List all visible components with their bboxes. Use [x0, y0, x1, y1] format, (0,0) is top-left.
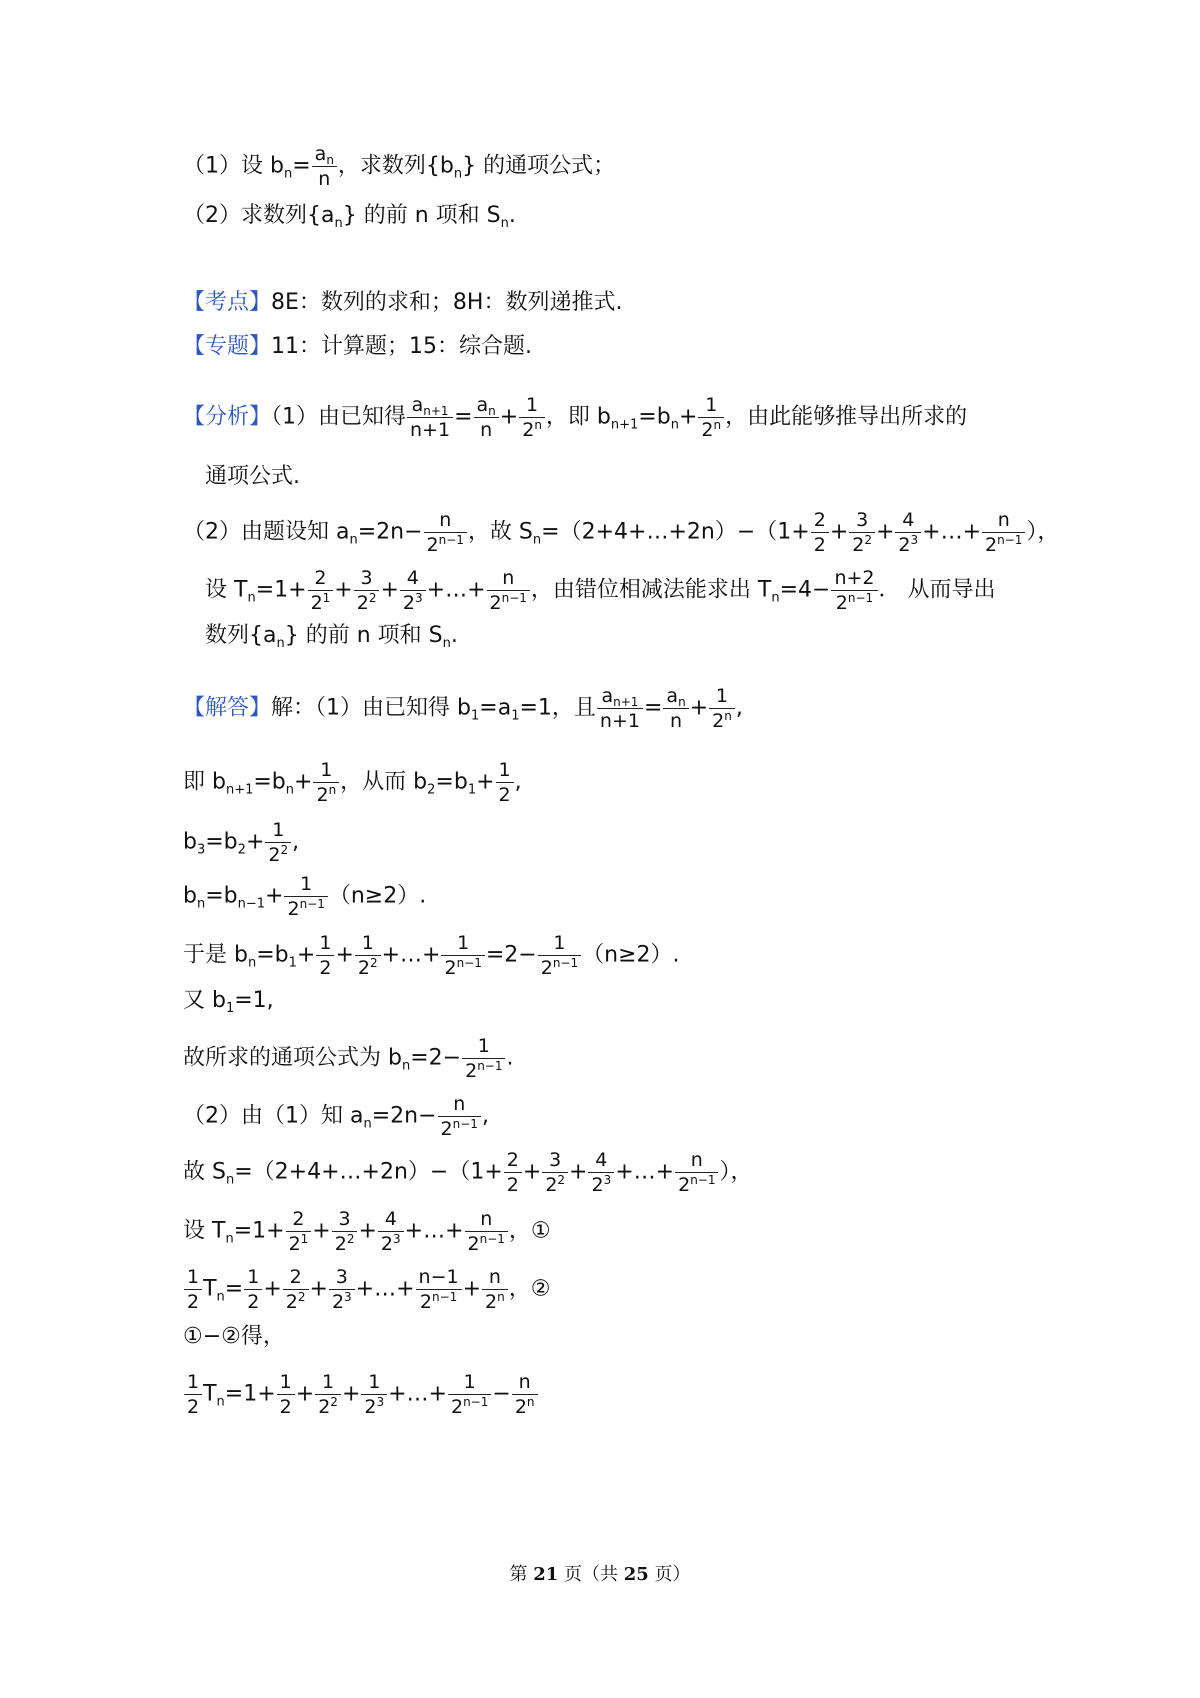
fraction: $\frac{1}{2}$: [277, 1370, 295, 1419]
fraction: $\frac{n+2}{2^{n-1}}$: [831, 566, 877, 615]
zhuanti-text: 11：计算题；15：综合题.: [271, 334, 532, 359]
fenxi-3b: ，由错位相减法能求出 T: [530, 577, 772, 603]
kaodian-line: [183, 292, 622, 314]
fenxi-line-1: 【分析】（1）由已知得 $\frac{a_{n+1}}{n+1}$ = $\frac{a_n}{n}$ + $\frac{1}{2^n}$ ，即 $b_{n+1}=b_n+$ $\frac{1}{2^n}$ ，由此能够推导出所求的: [183, 394, 968, 441]
circle-2: ②: [530, 1276, 551, 1302]
fraction: $\frac{1}{2^3}$: [361, 1370, 387, 1419]
page-footer: [0, 1560, 1200, 1586]
fraction: $\frac{1}{2^n}$: [698, 393, 724, 442]
q1-mid: ，求数列{b: [337, 153, 454, 179]
fraction: $\frac{a_n}{n}$: [474, 393, 499, 442]
fenxi-1a: （1）由已知得: [271, 404, 407, 430]
fraction: $\frac{1}{2^2}$: [265, 818, 291, 867]
fenxi-line-1b: [205, 466, 300, 488]
fraction: $\frac{n-1}{2^{n-1}}$: [416, 1265, 462, 1314]
kaodian-tag: 【考点】: [183, 290, 272, 315]
fenxi-line-4: 数列$\{a_n\}$ 的前 n 项和 $S_n$.: [205, 623, 458, 651]
fenxi-3a: 设 T: [205, 577, 248, 603]
fenxi-2b: ，故 S: [467, 519, 533, 545]
subtract-line: ①−②得，: [183, 1324, 285, 1349]
minus-b: ②得，: [221, 1324, 285, 1349]
fraction: $\frac{1}{2^{n-1}}$: [441, 931, 484, 980]
fenxi-2a: （2）由题设知 a: [183, 519, 350, 545]
gusn-close: ），: [719, 1159, 753, 1185]
q2-end: .: [508, 203, 516, 228]
gusn: 故 S: [183, 1159, 226, 1185]
zhuanti-line: [183, 336, 532, 358]
fenxi-1d: 通项公式.: [205, 464, 300, 489]
sheTn: 设 T: [183, 1218, 226, 1244]
gusuo-line: 故所求的通项公式为 $b_n=2-$ $\frac{1}{2^{n-1}}$ .: [183, 1035, 514, 1082]
fraction: $\frac{n}{2^{n-1}}$: [982, 508, 1025, 557]
fraction: $\frac{2}{2^1}$: [286, 1207, 312, 1256]
fraction: $\frac{3}{2^2}$: [542, 1148, 568, 1197]
fraction: $\frac{2}{2^2}$: [283, 1265, 309, 1314]
fraction: $\frac{1}{2^n}$: [519, 393, 545, 442]
ngeq2-a: （n≥2）.: [328, 883, 427, 909]
fraction: $\frac{1}{2}$: [316, 931, 334, 980]
s2a-line: （2）由（1）知 $a_n=2n-$ $\frac{n}{2^{n-1}}$ ,: [183, 1093, 489, 1140]
fraction: $\frac{4}{2^3}$: [895, 508, 921, 557]
fenxi-line-3: 设 $T_n=1+$ $\frac{2}{2^1}$ + $\frac{3}{2^2}$ + $\frac{4}{2^3}$ +…+ $\frac{n}{2^{n-1}}$ ，由错位相减法能求出 $T_n=4-$ $\frac{n+2}{2^{n-1}}$ ． 从而导出: [205, 567, 996, 614]
fraction: $\frac{1}{2^n}$: [709, 684, 735, 733]
question-2: （2）求数列$\{a_n\}$ 的前 n 项和 $S_n$.: [183, 203, 516, 231]
b3-line: $b_3=b_2+$ $\frac{1}{2^2}$ ,: [183, 819, 300, 866]
fraction: $\frac{1}{2}$: [184, 1370, 202, 1419]
fraction: $\frac{n}{2^{n-1}}$: [487, 566, 530, 615]
fraction: $\frac{1}{2^{n-1}}$: [538, 931, 581, 980]
fenxi-3c: ． 从而导出: [878, 577, 996, 603]
yushi: 于是 b: [183, 942, 248, 968]
fraction: $\frac{2}{2}$: [504, 1148, 522, 1197]
minus-a: ①: [183, 1324, 203, 1349]
fraction: $\frac{n}{2^{n-1}}$: [465, 1207, 508, 1256]
fenxi-1b: ，即 b: [545, 404, 611, 430]
q1-end: } 的通项公式；: [462, 153, 616, 179]
fraction: $\frac{4}{2^3}$: [378, 1207, 404, 1256]
zhuanti-tag: 【专题】: [183, 334, 272, 359]
jieda-2a: 即 b: [183, 769, 226, 795]
fraction: $\frac{1}{2^2}$: [355, 931, 381, 980]
result-line: $\frac{1}{2}$ $T_n=1+$ $\frac{1}{2}$ + $\frac{1}{2^2}$ + $\frac{1}{2^3}$ +…+ $\frac{1}{2^{n-1}}$ − $\frac{n}{2^n}$: [183, 1370, 539, 1419]
fraction: $\frac{a_{n+1}}{n+1}$: [597, 684, 643, 733]
gusn-sum: （2+4+…+2n）: [252, 1159, 430, 1185]
fraction: $\frac{1}{2^2}$: [315, 1370, 341, 1419]
fraction: $\frac{1}{2}$: [496, 758, 514, 807]
fraction: $\frac{1}{2^{n-1}}$: [284, 872, 327, 921]
page-total: 25: [623, 1564, 649, 1585]
footer-mid: 页（共: [564, 1564, 618, 1585]
fenxi-4b: } 的前 n 项和 S: [284, 623, 443, 648]
fraction: $\frac{a_{n+1}}{n+1}$: [407, 393, 453, 442]
fraction: $\frac{n}{2^n}$: [482, 1265, 508, 1314]
gusn-open: （1+: [448, 1159, 503, 1185]
fraction: $\frac{1}{2^n}$: [313, 758, 339, 807]
s2a: （2）由（1）知 a: [183, 1103, 364, 1129]
jieda-tag: 【解答】: [183, 695, 272, 721]
fraction: $\frac{3}{2^3}$: [329, 1265, 355, 1314]
you-b1-line: 又 $b_1=1$,: [183, 988, 274, 1016]
fraction: $\frac{3}{2^2}$: [849, 508, 875, 557]
fenxi-tag: 【分析】: [183, 404, 272, 430]
fenxi-line-2: （2）由题设知 $a_n=2n-$ $\frac{n}{2^{n-1}}$ ，故 $S_n=(2+4+\dots+2n)-(1+$ $\frac{2}{2}$ + $\frac{3}{2^2}$ + $\frac{4}{2^3}$ +…+ $\frac{n}{2^{n-1}}$ ），: [183, 509, 1060, 556]
fraction: $\frac{a_n}{n}$: [312, 142, 337, 191]
fraction: $\frac{4}{2^3}$: [400, 566, 426, 615]
jieda-line-1: 【解答】解：（1）由已知得 $b_1=a_1=1$，且 $\frac{a_{n+1}}{n+1}$ = $\frac{a_n}{n}$ + $\frac{1}{2^n}$ ,: [183, 685, 743, 732]
fraction: $\frac{n}{2^{n-1}}$: [675, 1148, 718, 1197]
jieda-2b: ，从而 b: [340, 769, 428, 795]
kaodian-text: 8E：数列的求和；8H：数列递推式.: [271, 290, 623, 315]
fraction: $\frac{1}{2^{n-1}}$: [462, 1034, 505, 1083]
footer-pre: 第: [509, 1564, 528, 1585]
question-1: （1）设 $b_n=$ $\frac{a_n}{n}$ ，求数列$\{b_n\}$ 的通项公式；: [183, 143, 616, 190]
fenxi-2e: ），: [1026, 519, 1060, 545]
fraction: $\frac{2}{2^1}$: [308, 566, 334, 615]
fraction: $\frac{n}{2^{n-1}}$: [424, 508, 467, 557]
q2-mid: } 的前 n 项和 S: [342, 203, 501, 228]
jieda-line-2: 即 $b_{n+1}=b_n+$ $\frac{1}{2^n}$ ，从而 $b_2=b_1+$ $\frac{1}{2}$ ,: [183, 759, 522, 806]
q1-label: （1）设 b: [183, 153, 284, 179]
you-b1: 又 b: [183, 988, 226, 1013]
half-tn-line: $\frac{1}{2}$ $T_n=$ $\frac{1}{2}$ + $\frac{2}{2^2}$ + $\frac{3}{2^3}$ +…+ $\frac{n-1}{2^{n-1}}$ + $\frac{n}{2^n}$ ，②: [183, 1265, 551, 1314]
page-number: 21: [533, 1564, 559, 1585]
gusuo: 故所求的通项公式为 b: [183, 1045, 402, 1071]
jieda-1b: ，且: [551, 695, 596, 721]
gusn-line: 故 $S_n=(2+4+\dots+2n)-(1+$ $\frac{2}{2}$ + $\frac{3}{2^2}$ + $\frac{4}{2^3}$ +…+ $\frac{n}{2^{n-1}}$ ），: [183, 1149, 753, 1196]
fraction: $\frac{a_n}{n}$: [663, 684, 688, 733]
fraction: $\frac{2}{2}$: [811, 508, 829, 557]
fraction: $\frac{n}{2^{n-1}}$: [438, 1092, 481, 1141]
fraction: $\frac{4}{2^3}$: [588, 1148, 614, 1197]
jieda-1a: 解：（1）由已知得 b: [271, 695, 471, 721]
fraction: $\frac{n}{2^n}$: [512, 1370, 538, 1419]
fenxi-4a: 数列{a: [205, 623, 277, 648]
fraction: $\frac{3}{2^2}$: [354, 566, 380, 615]
tn-line: 设 $T_n=1+$ $\frac{2}{2^1}$ + $\frac{3}{2^2}$ + $\frac{4}{2^3}$ +…+ $\frac{n}{2^{n-1}}$ ，①: [183, 1208, 551, 1255]
fenxi-1c: ，由此能够推导出所求的: [725, 404, 968, 430]
ngeq2-b: （n≥2）.: [582, 942, 680, 968]
bn-line: $b_n=b_{n-1}+$ $\frac{1}{2^{n-1}}$ （n≥2）.: [183, 873, 427, 920]
fraction: $\frac{3}{2^2}$: [332, 1207, 358, 1256]
circle-1: ①: [530, 1218, 551, 1244]
q2-label: （2）求数列{a: [183, 203, 335, 228]
fraction: $\frac{1}{2^{n-1}}$: [448, 1370, 491, 1419]
fenxi-2d: （1+: [755, 519, 810, 545]
fraction: $\frac{1}{2}$: [184, 1265, 202, 1314]
yushi-line: 于是 $b_n=b_1+$ $\frac{1}{2}$ + $\frac{1}{2^2}$ +…+ $\frac{1}{2^{n-1}}$ =2− $\frac{1}{2^{n-1}}$ （n≥2）.: [183, 932, 680, 979]
footer-post: 页）: [654, 1564, 691, 1585]
fenxi-2c: （2+4+…+2n）: [559, 519, 737, 545]
fraction: $\frac{1}{2}$: [244, 1265, 262, 1314]
